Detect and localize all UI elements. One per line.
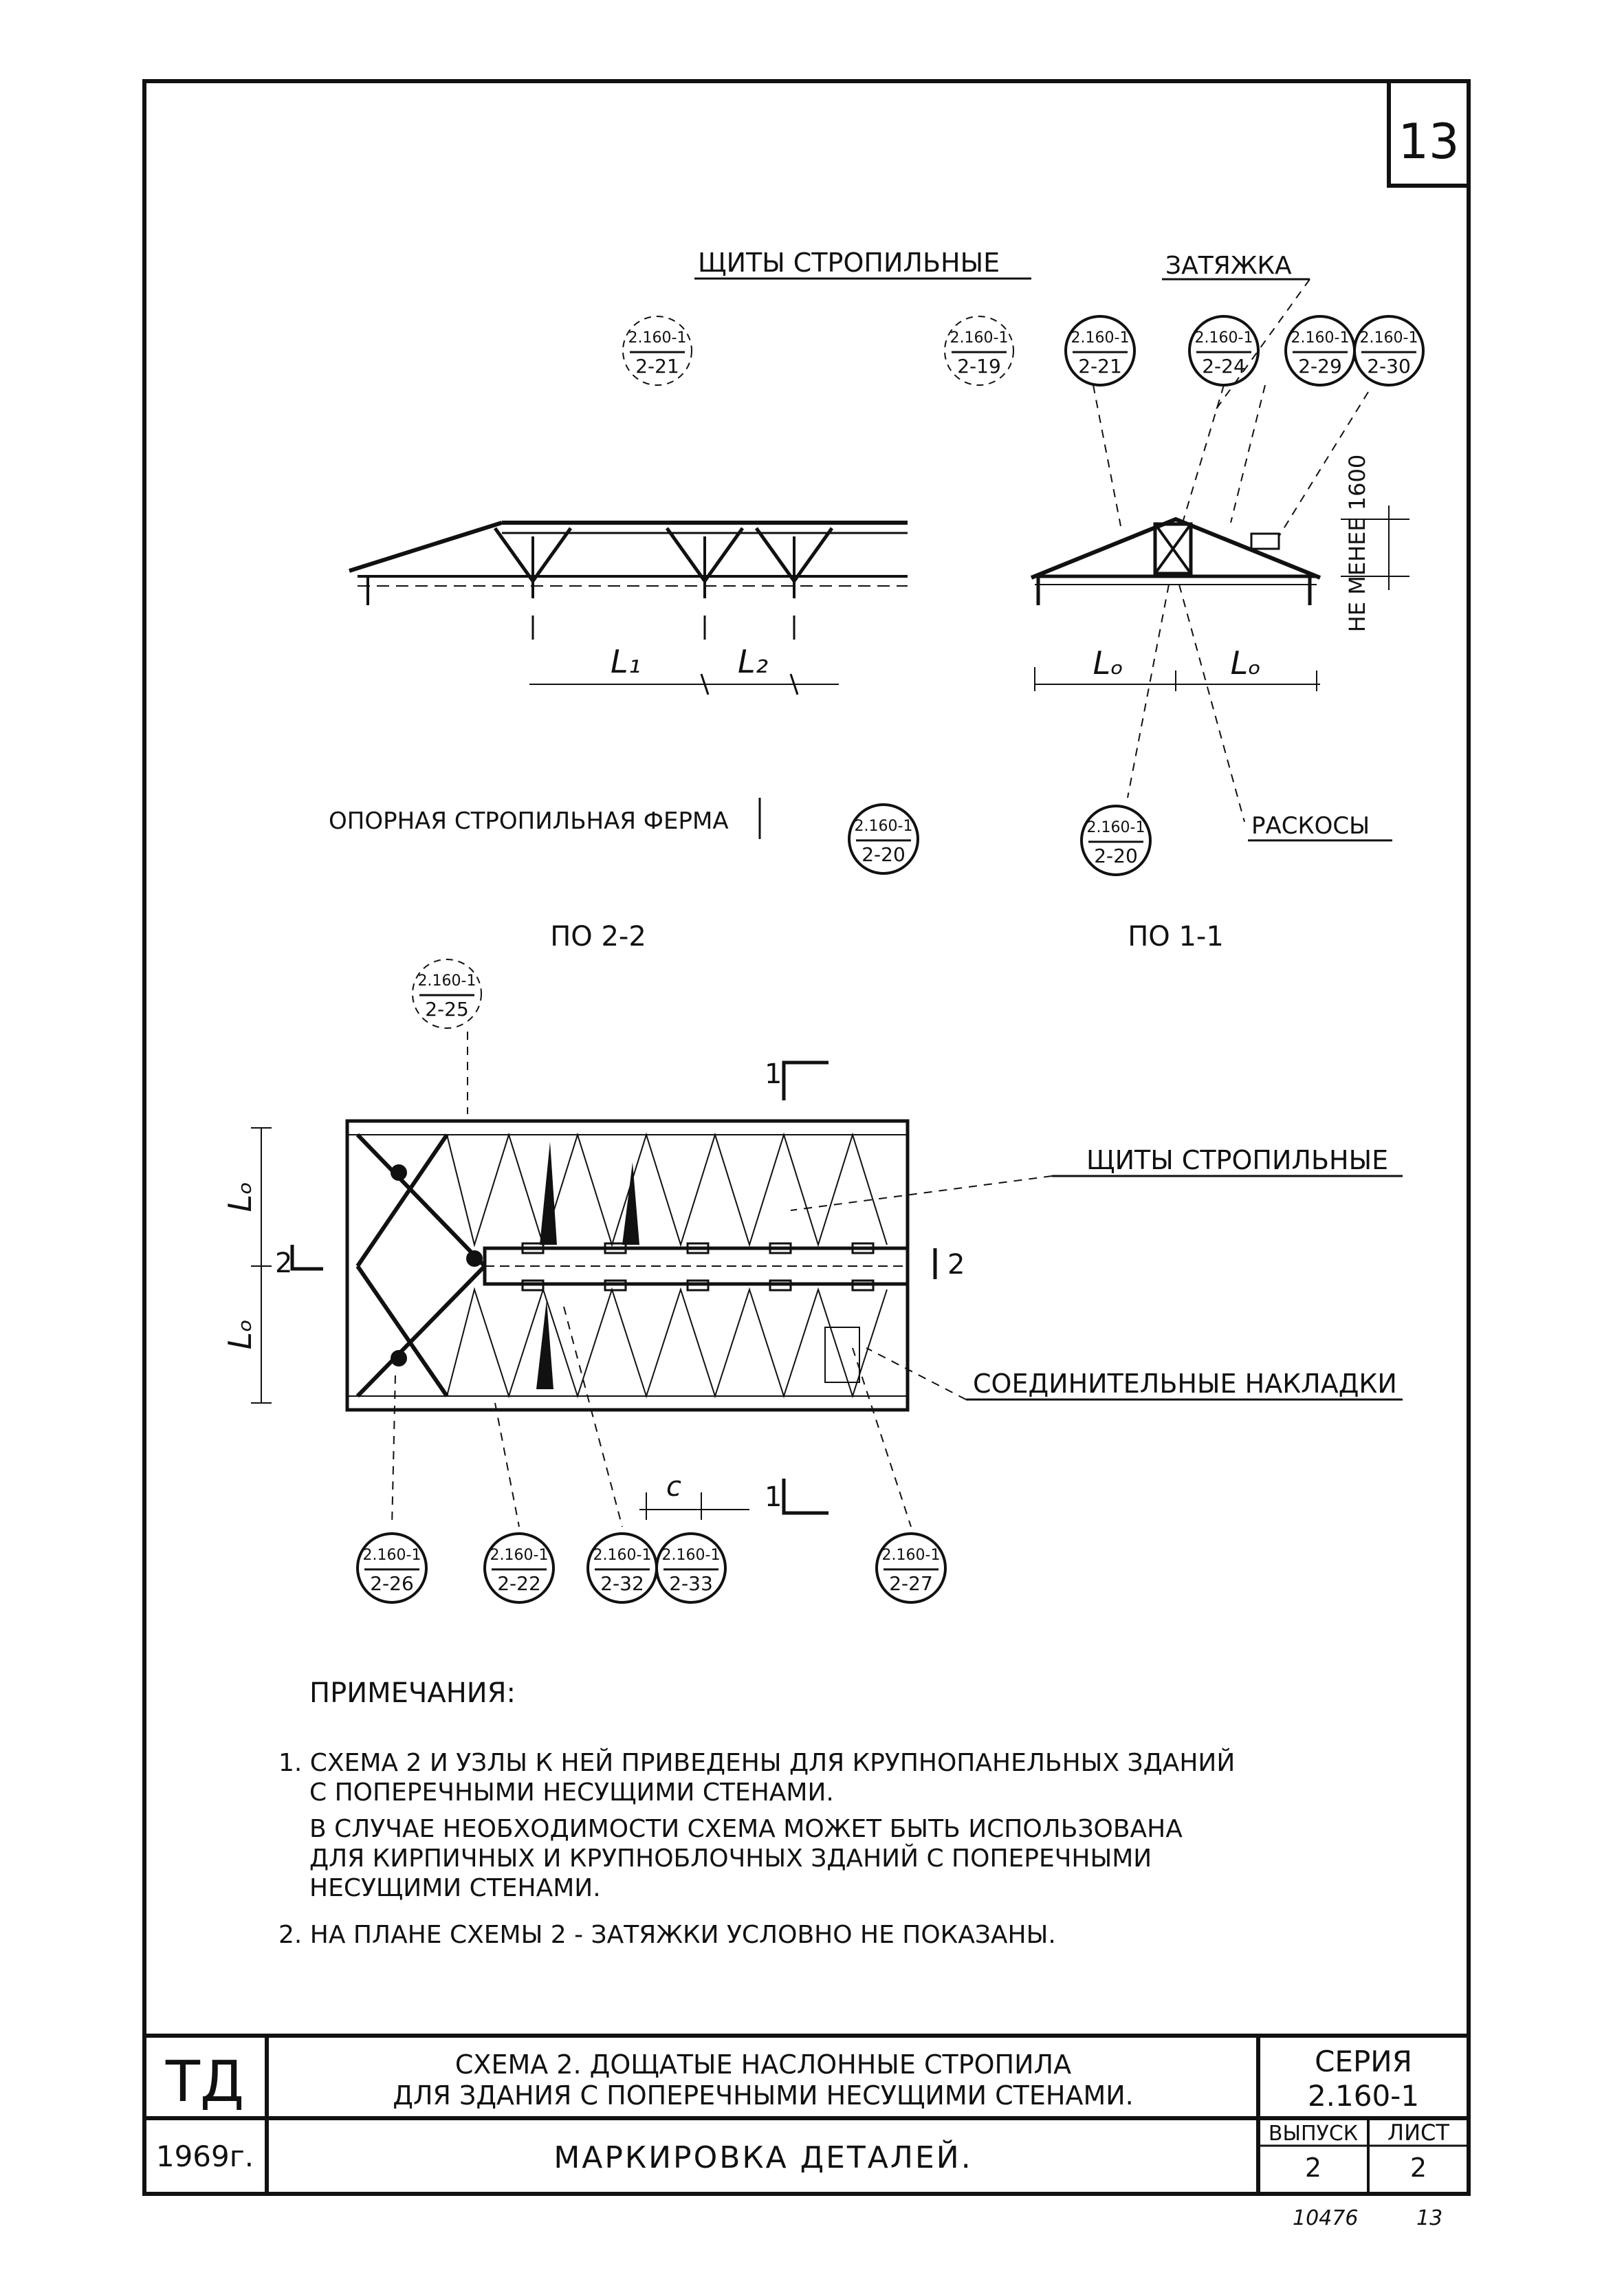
note-1-line-2: С ПОПЕРЕЧНЫМИ НЕСУЩИМИ СТЕНАМИ. [309, 1778, 834, 1807]
svg-text:2.160-1: 2.160-1 [1194, 329, 1253, 347]
marker-2 [945, 316, 1013, 385]
svg-text:2.160-1: 2.160-1 [1071, 329, 1130, 347]
svg-text:2-21: 2-21 [1078, 355, 1122, 378]
svg-text:2.160-1: 2.160-1 [628, 329, 687, 347]
svg-text:2.160-1: 2.160-1 [1086, 819, 1145, 836]
svg-text:2-25: 2-25 [425, 998, 469, 1021]
svg-text:2-20: 2-20 [862, 843, 906, 866]
cut-mark-1-bottom: 1 [765, 1481, 782, 1513]
dim-c: c [666, 1471, 681, 1503]
svg-text:2-30: 2-30 [1367, 355, 1411, 378]
title-org: ТД [165, 2049, 245, 2115]
svg-text:2-19: 2-19 [957, 355, 1001, 378]
svg-text:2.160-1: 2.160-1 [854, 818, 913, 835]
seriya-label: СЕРИЯ [1315, 2045, 1412, 2078]
svg-text:2.160-1: 2.160-1 [593, 1547, 652, 1564]
svg-text:2.160-1: 2.160-1 [1359, 329, 1418, 347]
vypusk-label: ВЫПУСК [1268, 2122, 1359, 2146]
sheet-number: 13 [1398, 113, 1460, 170]
footer-page: 13 [1416, 2206, 1443, 2230]
label-soedinitelnye-nakladki: СОЕДИНИТЕЛЬНЫЕ НАКЛАДКИ [973, 1369, 1397, 1399]
marker-13 [657, 1534, 725, 1602]
list-label: ЛИСТ [1387, 2120, 1449, 2146]
marker-1 [623, 316, 692, 385]
svg-text:2.160-1: 2.160-1 [881, 1547, 941, 1564]
label-zatyazhka: ЗАТЯЖКА [1165, 252, 1292, 280]
marker-11 [485, 1534, 553, 1602]
marker-10 [358, 1534, 426, 1602]
svg-text:2-33: 2-33 [669, 1572, 713, 1595]
label-raskosy: РАСКОСЫ [1251, 812, 1370, 840]
label-ne-menee-1600: НЕ МЕНЕЕ 1600 [1344, 454, 1370, 633]
dim-lo-right: Lₒ [1230, 644, 1262, 682]
note-1-line-4: ДЛЯ КИРПИЧНЫХ И КРУПНОБЛОЧНЫХ ЗДАНИЙ С ПОПЕРЕЧНЫМИ [309, 1844, 1152, 1873]
title-year: 1969г. [155, 2140, 254, 2173]
marker-3 [1066, 316, 1134, 385]
svg-text:2-27: 2-27 [889, 1572, 933, 1595]
svg-text:2-26: 2-26 [370, 1572, 414, 1595]
svg-text:2.160-1: 2.160-1 [1291, 329, 1350, 347]
label-schity-stropilnye-top: ЩИТЫ СТРОПИЛЬНЫЕ [698, 248, 1000, 278]
vypusk-value: 2 [1304, 2153, 1322, 2183]
svg-text:2.160-1: 2.160-1 [661, 1547, 721, 1564]
svg-text:2.160-1: 2.160-1 [950, 329, 1009, 347]
dim-l1: L₁ [610, 643, 641, 680]
dim-lo-plan-bottom: Lₒ [221, 1318, 259, 1350]
notes-block [278, 1677, 1235, 1949]
label-po-1-1: ПО 1-1 [1128, 921, 1224, 953]
dim-l2: L₂ [737, 643, 769, 680]
marker-8 [1082, 806, 1150, 875]
marker-4 [1189, 316, 1258, 385]
marker-7 [849, 805, 918, 873]
footer-number: 10476 [1293, 2206, 1359, 2230]
plan-drawing [251, 1063, 935, 1520]
svg-text:2-29: 2-29 [1298, 355, 1342, 378]
cut-mark-2-right: 2 [947, 1249, 965, 1281]
svg-text:2.160-1: 2.160-1 [417, 972, 476, 990]
marker-12 [588, 1534, 657, 1602]
title-line-2: ДЛЯ ЗДАНИЯ С ПОПЕРЕЧНЫМИ НЕСУЩИМИ СТЕНАМИ. [393, 2080, 1134, 2111]
dim-lo-left: Lₒ [1093, 644, 1124, 682]
note-1-line-1: 1. СХЕМА 2 И УЗЛЫ К НЕЙ ПРИВЕДЕНЫ ДЛЯ КРУПНОПАНЕЛЬНЫХ ЗДАНИЙ [278, 1749, 1236, 1777]
svg-text:2.160-1: 2.160-1 [362, 1547, 421, 1564]
seriya-value: 2.160-1 [1307, 2079, 1420, 2113]
label-po-2-2: ПО 2-2 [550, 921, 646, 953]
svg-text:2-21: 2-21 [635, 355, 679, 378]
svg-text:2-24: 2-24 [1202, 355, 1246, 378]
cut-mark-1-top: 1 [765, 1058, 782, 1090]
notes-heading: ПРИМЕЧАНИЯ: [309, 1677, 516, 1709]
title-line-1: СХЕМА 2. ДОЩАТЫЕ НАСЛОННЫЕ СТРОПИЛА [454, 2049, 1072, 2080]
note-1-line-5: НЕСУЩИМИ СТЕНАМИ. [309, 1874, 601, 1902]
label-opornaya-ferma: ОПОРНАЯ СТРОПИЛЬНАЯ ФЕРМА [329, 807, 729, 835]
svg-text:2-22: 2-22 [497, 1572, 541, 1595]
list-value: 2 [1409, 2153, 1427, 2183]
svg-text:2.160-1: 2.160-1 [490, 1547, 549, 1564]
dim-lo-plan-top: Lₒ [221, 1181, 259, 1212]
svg-text:2-32: 2-32 [600, 1572, 644, 1595]
svg-text:2-20: 2-20 [1094, 845, 1138, 867]
marker-6 [1354, 316, 1423, 385]
title-subtitle: МАРКИРОВКА ДЕТАЛЕЙ. [553, 2140, 973, 2175]
leader-lines-mid [1128, 585, 1244, 822]
label-schity-stropilnye-plan: ЩИТЫ СТРОПИЛЬНЫЕ [1086, 1145, 1389, 1175]
marker-14 [877, 1534, 945, 1602]
cut-mark-2-left: 2 [275, 1248, 293, 1279]
marker-5 [1286, 316, 1354, 385]
note-1-line-3: В СЛУЧАЕ НЕОБХОДИМОСТИ СХЕМА МОЖЕТ БЫТЬ ИСПОЛЬЗОВАНА [309, 1815, 1183, 1843]
marker-9 [413, 959, 481, 1028]
note-2: 2. НА ПЛАНЕ СХЕМЫ 2 - ЗАТЯЖКИ УСЛОВНО НЕ ПОКАЗАНЫ. [278, 1921, 1056, 1949]
